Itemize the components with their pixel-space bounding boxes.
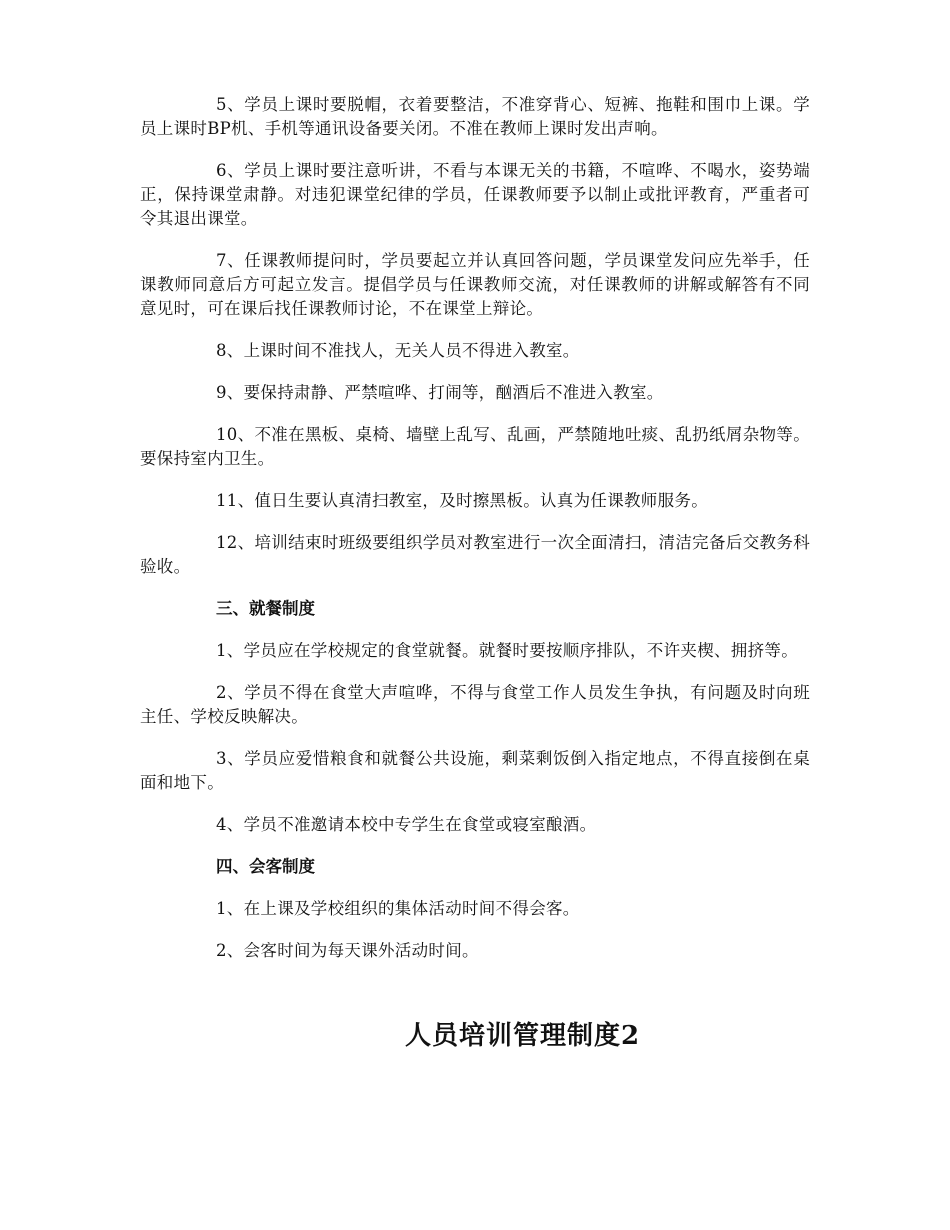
rule-paragraph: 7、任课教师提问时，学员要起立并认真回答问题，学员课堂发问应先举手，任课教师同意后方可起立发言。提倡学员与任课教师交流，对任课教师的讲解或解答有不同意见时，可在课后找任课教师讨论，不在课堂上辩论。 (140, 251, 810, 318)
rule-paragraph: 9、要保持肃静、严禁喧哗、打闹等，酗酒后不准进入教室。 (216, 383, 664, 402)
rule-paragraph: 2、学员不得在食堂大声喧哗，不得与食堂工作人员发生争执，有问题及时向班主任、学校反映解决。 (140, 683, 810, 726)
rule-paragraph: 12、培训结束时班级要组织学员对教室进行一次全面清扫，清洁完备后交教务科验收。 (140, 533, 810, 576)
rule-paragraph: 10、不准在黑板、桌椅、墙壁上乱写、乱画，严禁随地吐痰、乱扔纸屑杂物等。要保持室内卫生。 (140, 425, 810, 468)
document-title: 人员培训管理制度2 (404, 1021, 641, 1051)
rule-paragraph: 6、学员上课时要注意听讲，不看与本课无关的书籍，不喧哗、不喝水，姿势端正，保持课堂肃静。对违犯课堂纪律的学员，任课教师要予以制止或批评教育，严重者可令其退出课堂。 (140, 161, 810, 228)
section-heading-visitors: 四、会客制度 (216, 857, 315, 876)
rule-paragraph: 4、学员不准邀请本校中专学生在食堂或寝室酿酒。 (216, 815, 597, 834)
rule-paragraph: 1、学员应在学校规定的食堂就餐。就餐时要按顺序排队，不许夹楔、拥挤等。 (216, 641, 798, 660)
rule-paragraph: 8、上课时间不准找人，无关人员不得进入教室。 (216, 341, 580, 360)
rule-paragraph: 1、在上课及学校组织的集体活动时间不得会客。 (216, 899, 580, 918)
document-body (140, 93, 810, 981)
rule-paragraph: 2、会客时间为每天课外活动时间。 (216, 941, 479, 960)
rule-paragraph: 11、值日生要认真清扫教室，及时擦黑板。认真为任课教师服务。 (216, 491, 708, 510)
rule-paragraph: 3、学员应爱惜粮食和就餐公共设施，剩菜剩饭倒入指定地点，不得直接倒在桌面和地下。 (140, 749, 810, 792)
rule-paragraph: 5、学员上课时要脱帽，衣着要整洁，不准穿背心、短裤、拖鞋和围巾上课。学员上课时BP机、手机等通讯设备要关闭。不准在教师上课时发出声响。 (140, 95, 810, 138)
section-heading-dining: 三、就餐制度 (216, 599, 315, 618)
